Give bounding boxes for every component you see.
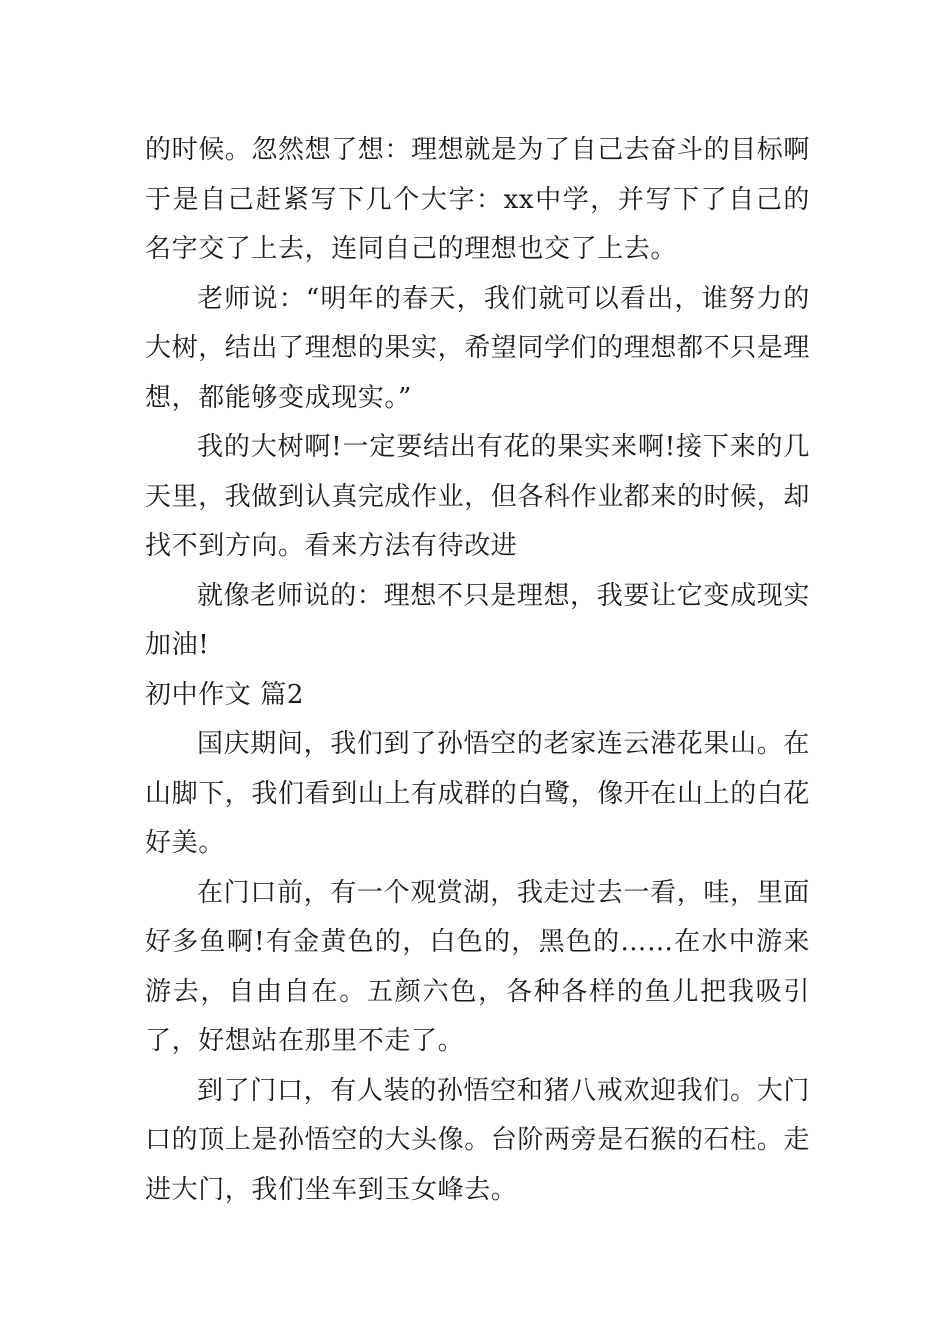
paragraph-continuation: 的时候。忽然想了想：理想就是为了自己去奋斗的目标啊于是自己赶紧写下几个大字：xx中学，并写下了自己的名字交了上去，连同自己的理想也交了上去。 <box>145 135 811 264</box>
section-heading: 初中作文 篇2 <box>145 679 305 710</box>
document-body <box>145 126 810 1215</box>
paragraph-teacher-quote: 老师说：“明年的春天，我们就可以看出，谁努力的大树，结出了理想的果实，希望同学们的理想都不只是理想，都能够变成现实。” <box>145 283 811 413</box>
paragraph-encouragement: 就像老师说的：理想不只是理想，我要让它变成现实加油! <box>145 580 810 660</box>
paragraph-my-tree: 我的大树啊!一定要结出有花的果实来啊!接下来的几天里，我做到认真完成作业，但各科作业都来的时候，却找不到方向。看来方法有待改进 <box>145 432 811 561</box>
paragraph-national-day: 国庆期间，我们到了孙悟空的老家连云港花果山。在山脚下，我们看到山上有成群的白鹭，像开在山上的白花好美。 <box>145 729 811 858</box>
paragraph-lake: 在门口前，有一个观赏湖，我走过去一看，哇，里面好多鱼啊!有金黄色的，白色的，黑色的……在水中游来游去，自由自在。五颜六色，各种各样的鱼儿把我吸引了，好想站在那里不走了。 <box>145 877 810 1056</box>
paragraph-gate: 到了门口，有人装的孙悟空和猪八戒欢迎我们。大门口的顶上是孙悟空的大头像。台阶两旁是石猴的石柱。走进大门，我们坐车到玉女峰去。 <box>145 1075 811 1205</box>
